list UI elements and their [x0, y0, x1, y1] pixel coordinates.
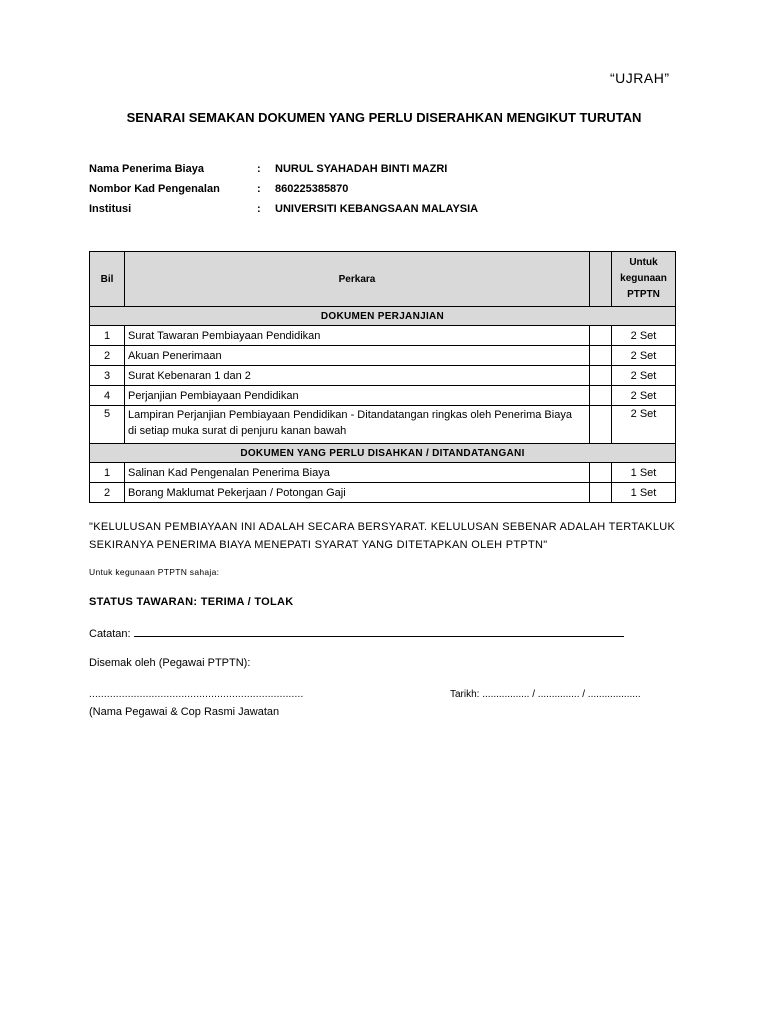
header-perkara: Perkara — [125, 252, 590, 307]
row-qty: 2 Set — [612, 366, 676, 386]
info-row-institusi — [89, 203, 689, 217]
row-bil: 1 — [90, 326, 125, 346]
quote-line-1: "KELULUSAN PEMBIAYAAN INI ADALAH SECARA BERSYARAT. KELULUSAN SEBENAR ADALAH TERTAKLUK — [89, 521, 676, 533]
row-perkara — [125, 406, 590, 444]
header-bil: Bil — [90, 252, 125, 307]
catatan-row — [89, 626, 624, 640]
row-bil: 2 — [90, 346, 125, 366]
info-row-nama — [89, 163, 689, 177]
row-bil: 3 — [90, 366, 125, 386]
table-row — [90, 326, 676, 346]
row-checkbox-cell — [590, 346, 612, 366]
row-perkara: Surat Kebenaran 1 dan 2 — [125, 366, 590, 386]
row-checkbox-cell — [590, 386, 612, 406]
row-perkara: Borang Maklumat Pekerjaan / Potongan Gaji — [125, 483, 590, 503]
nama-pegawai-label: (Nama Pegawai & Cop Rasmi Jawatan — [89, 706, 280, 718]
row-perkara-line1: Lampiran Perjanjian Pembiayaan Pendidikan - Ditandatangan ringkas oleh Penerima Biaya — [128, 409, 572, 421]
info-colon: : — [257, 203, 261, 215]
section-title: DOKUMEN YANG PERLU DISAHKAN / DITANDATANGANI — [90, 444, 676, 463]
header-blank — [590, 252, 612, 307]
info-colon: : — [257, 163, 261, 175]
info-value-nama: NURUL SYAHADAH BINTI MAZRI — [275, 163, 448, 175]
catatan-label: Catatan: — [89, 628, 131, 640]
table-row — [90, 463, 676, 483]
info-value-institusi: UNIVERSITI KEBANGSAAN MALAYSIA — [275, 203, 479, 215]
section-header-dokumen-disahkan — [90, 444, 676, 463]
tarikh-date-line: Tarikh: ................. / ............... / ................... — [450, 689, 641, 700]
row-bil: 5 — [90, 406, 125, 444]
row-perkara: Perjanjian Pembiayaan Pendidikan — [125, 386, 590, 406]
row-checkbox-cell — [590, 483, 612, 503]
header-untuk-line2: kegunaan — [620, 273, 667, 284]
row-perkara: Surat Tawaran Pembiayaan Pendidikan — [125, 326, 590, 346]
row-checkbox-cell — [590, 406, 612, 444]
row-qty: 2 Set — [612, 346, 676, 366]
status-tawaran: STATUS TAWARAN: TERIMA / TOLAK — [89, 596, 294, 608]
row-checkbox-cell — [590, 326, 612, 346]
quote-line-2: SEKIRANYA PENERIMA BIAYA MENEPATI SYARAT YANG DITETAPKAN OLEH PTPTN" — [89, 539, 548, 551]
signature-dotted-line: ........................................................................ — [89, 689, 304, 700]
info-value-kad: 860225385870 — [275, 183, 349, 195]
table-row — [90, 386, 676, 406]
table-row — [90, 406, 676, 444]
table-row — [90, 346, 676, 366]
info-colon: : — [257, 183, 261, 195]
row-perkara: Akuan Penerimaan — [125, 346, 590, 366]
row-qty: 2 Set — [612, 406, 676, 444]
ujrah-badge: “UJRAH” — [610, 70, 670, 86]
header-untuk-line1: Untuk — [629, 257, 658, 268]
table-header-row — [90, 252, 676, 307]
section-header-dokumen-perjanjian — [90, 307, 676, 326]
table-row — [90, 483, 676, 503]
row-checkbox-cell — [590, 463, 612, 483]
info-label-nama: Nama Penerima Biaya — [89, 163, 204, 175]
disemak-oleh-label: Disemak oleh (Pegawai PTPTN): — [89, 657, 251, 669]
ptptn-use-only-note: Untuk kegunaan PTPTN sahaja: — [89, 567, 220, 577]
table-row — [90, 366, 676, 386]
info-row-kad — [89, 183, 689, 197]
page-title: SENARAI SEMAKAN DOKUMEN YANG PERLU DISERAHKAN MENGIKUT TURUTAN — [126, 110, 642, 125]
row-bil: 4 — [90, 386, 125, 406]
row-qty: 1 Set — [612, 463, 676, 483]
approval-conditions-quote — [89, 518, 689, 554]
info-label-institusi: Institusi — [89, 203, 132, 215]
info-label-kad: Nombor Kad Pengenalan — [89, 183, 220, 195]
row-perkara-line2: di setiap muka surat di penjuru kanan bawah — [128, 425, 347, 437]
row-qty: 2 Set — [612, 326, 676, 346]
document-checklist-table — [89, 251, 676, 503]
header-untuk-kegunaan-ptptn — [612, 252, 676, 307]
row-qty: 1 Set — [612, 483, 676, 503]
row-qty: 2 Set — [612, 386, 676, 406]
row-perkara: Salinan Kad Pengenalan Penerima Biaya — [125, 463, 590, 483]
section-title: DOKUMEN PERJANJIAN — [90, 307, 676, 326]
catatan-underline — [134, 626, 624, 637]
row-bil: 2 — [90, 483, 125, 503]
row-bil: 1 — [90, 463, 125, 483]
header-untuk-line3: PTPTN — [627, 289, 660, 300]
row-checkbox-cell — [590, 366, 612, 386]
